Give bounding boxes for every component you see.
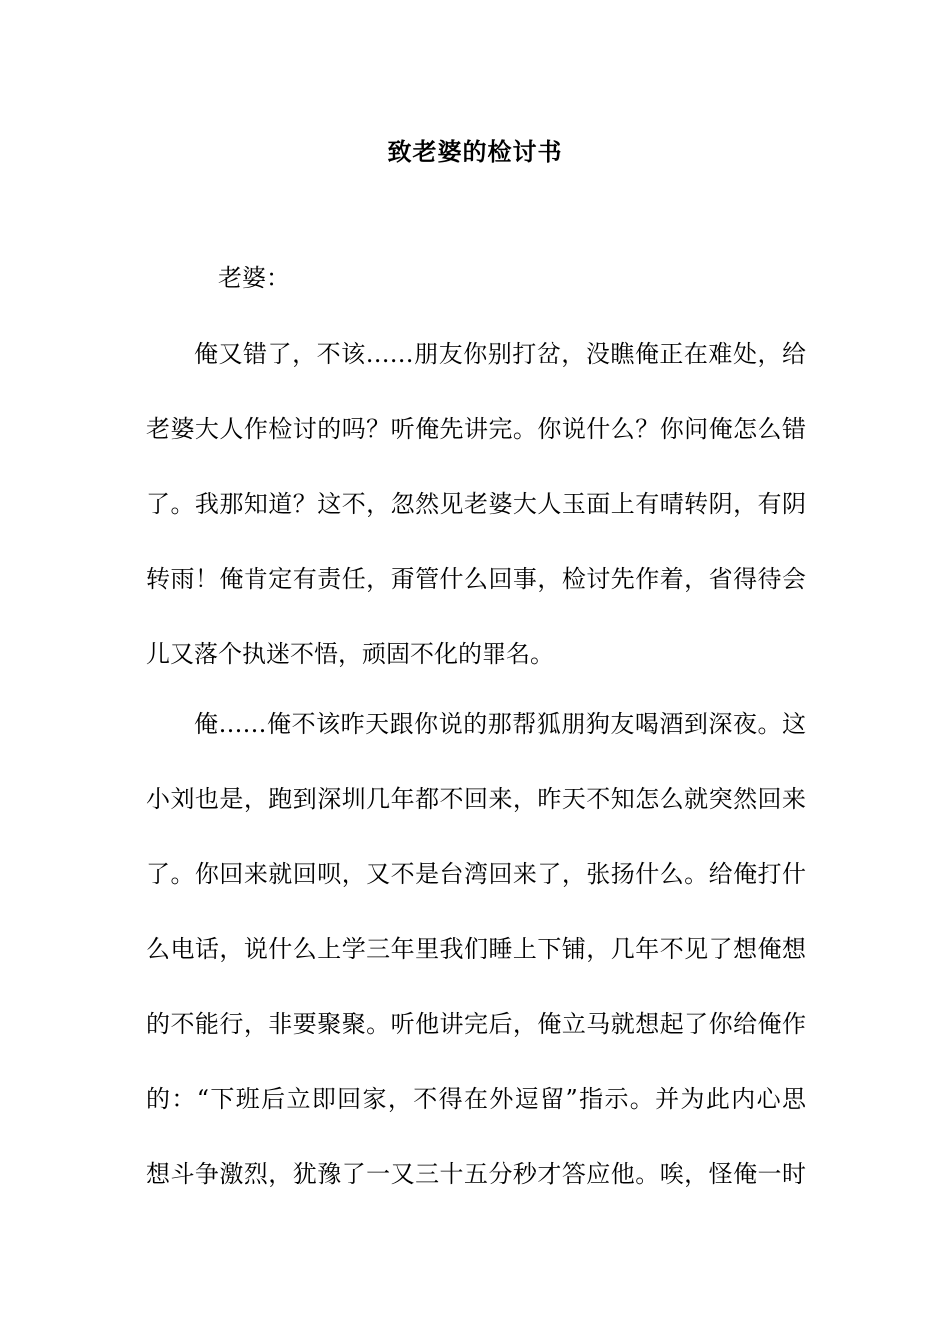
paragraph-line: 了。我那知道？这不，忽然见老婆大人玉面上有晴转阴，有阴 (146, 490, 806, 518)
paragraph-line: 的不能行，非要聚聚。听他讲完后，俺立马就想起了你给俺作 (146, 1010, 806, 1038)
paragraph-line: 的：“下班后立即回家，不得在外逗留”指示。并为此内心思 (146, 1085, 806, 1113)
paragraph-2 (146, 687, 806, 1212)
paragraph-1 (146, 317, 806, 692)
paragraph-line: 俺又错了，不该……朋友你别打岔，没瞧俺正在难处，给 (194, 340, 806, 368)
paragraph-line: 么电话，说什么上学三年里我们睡上下铺，几年不见了想俺想 (146, 935, 806, 963)
paragraph-line: 了。你回来就回呗，又不是台湾回来了，张扬什么。给俺打什 (146, 860, 806, 888)
paragraph-line: 想斗争激烈，犹豫了一又三十五分秒才答应他。唉，怪俺一时 (146, 1160, 806, 1188)
paragraph-line: 儿又落个执迷不悟，顽固不化的罪名。 (146, 640, 554, 668)
salutation: 老婆： (218, 264, 290, 292)
paragraph-line: 小刘也是，跑到深圳几年都不回来，昨天不知怎么就突然回来 (146, 785, 806, 813)
paragraph-line: 俺……俺不该昨天跟你说的那帮狐朋狗友喝酒到深夜。这 (194, 710, 806, 738)
document-title: 致老婆的检讨书 (387, 137, 563, 166)
paragraph-line: 老婆大人作检讨的吗？听俺先讲完。你说什么？你问俺怎么错 (146, 415, 806, 443)
paragraph-line: 转雨！俺肯定有责任，甭管什么回事，检讨先作着，省得待会 (146, 565, 806, 593)
